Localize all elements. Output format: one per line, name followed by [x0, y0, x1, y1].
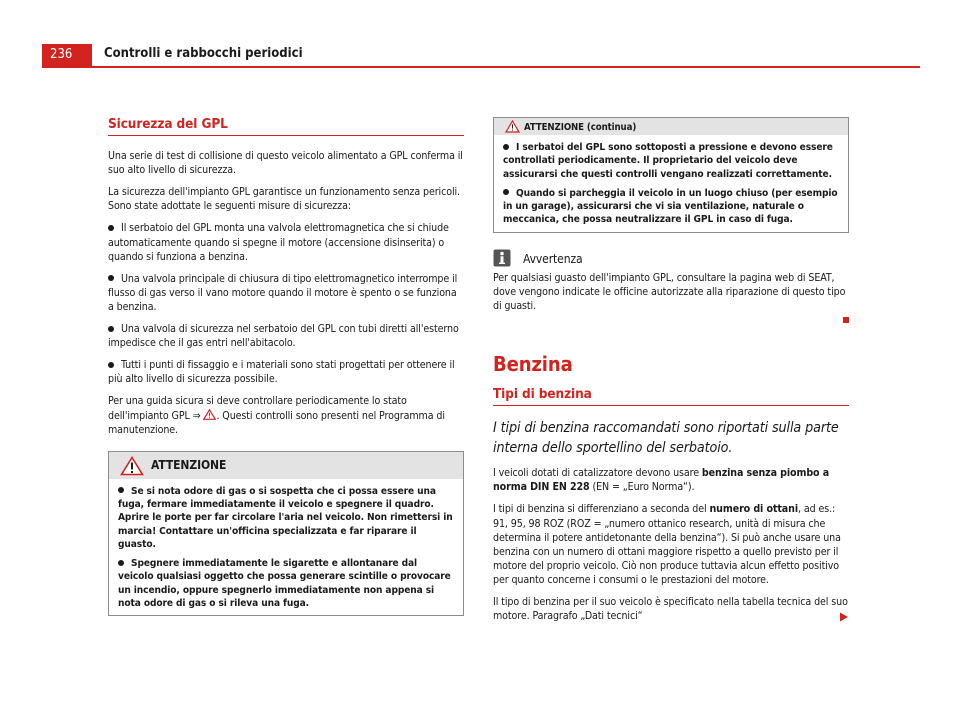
bullet-dot-icon: [108, 362, 114, 368]
end-square-icon: [843, 317, 849, 323]
paragraph: Il tipo di benzina per il suo veicolo è specificato nella tabella tecnica del suo motore. Paragrafo „Dati tecnici“: [493, 596, 848, 623]
bullet-item: Una valvola di sicurezza nel serbatoio del GPL con tubi diretti all'esterno impedisce che il gas entri nell'abitacolo.: [108, 323, 459, 350]
warning-item: Quando si parcheggia il veicolo in un luogo chiuso (per esempio in un garage), assicurarsi che vi sia ventilazione, naturale o meccanica, che possa neutralizzare il GPL in caso di fuga.: [503, 187, 838, 226]
note-text: Per qualsiasi guasto dell'impianto GPL, consultare la pagina web di SEAT, dove vengono indicate le officine autorizzate alla riparazione di questo tipo di guasti.: [493, 271, 846, 312]
bullet-dot-icon: [108, 275, 114, 281]
bullet-item: Tutti i punti di fissaggio e i materiali sono stati progettati per ottenere il più alto livello di sicurezza possibile.: [108, 359, 455, 386]
bullet-dot-icon: [118, 560, 124, 566]
paragraph: I veicoli dotati di catalizzatore devono usare benzina senza piombo a norma DIN EN 228 (EN = „Euro Norma“).: [493, 467, 830, 494]
warning-title: ATTENZIONE: [151, 457, 227, 472]
bullet-item: Il serbatoio del GPL monta una valvola elettromagnetica che si chiude automaticamente quando si spegne il motore (accensione disinserita) o quando si funziona a benzina.: [108, 222, 449, 263]
page-number: 236: [42, 44, 92, 66]
warning-body: [494, 135, 848, 232]
right-column: [493, 117, 849, 631]
lead-paragraph: I tipi di benzina raccomandati sono riportati sulla parte interna dello sportellino del serbatoio.: [493, 420, 839, 456]
warning-item: I serbatoi del GPL sono sottoposti a pressione e devono essere controllati periodicamente. Il proprietario del veicolo deve assicurarsi che questi controlli vengano realizzati correttamente.: [503, 142, 833, 180]
bullet-item: Una valvola principale di chiusura di tipo elettromagnetico interrompe il flusso di gas verso il vano motore quando il motore è spento o se funziona a benzina.: [108, 272, 458, 313]
warning-item: Se si nota odore di gas o si sospetta che ci possa essere una fuga, fermare immediatamente il veicolo e spegnere il quadro. Aprire le porte per far circolare l'aria nel veicolo. Non rimettersi in marcia! Contattare un'officina specializzata e far riparare il guasto.: [118, 485, 453, 550]
left-column: [108, 117, 464, 616]
continue-arrow-icon: [839, 612, 849, 622]
warning-icon[interactable]: [203, 409, 216, 420]
warning-triangle-icon: [120, 456, 144, 476]
end-of-section-marker: [493, 313, 849, 321]
warning-box-continued: [493, 117, 849, 233]
warning-header: [494, 118, 848, 135]
note-title: Avvertenza: [523, 251, 583, 266]
bullet-dot-icon: [503, 144, 509, 150]
paragraph: I tipi di benzina si differenziano a seconda del numero di ottani, ad es.: 91, 95, 98 ROZ (ROZ = „numero ottanico research, unità di misura che determina il potere antidetonante della benzina“). Si può anche usare una benzina con un numero di ottani maggiore rispetto a quello previsto per il motore del proprio veicolo. Ciò non produce tuttavia alcun effetto positivo per quanto concerne i consumi o le prestazioni del motore.: [493, 503, 841, 586]
bullet-dot-icon: [118, 487, 124, 493]
warning-triangle-icon: [505, 120, 520, 133]
heading-rule: [493, 405, 849, 406]
paragraph: La sicurezza dell'impianto GPL garantisce un funzionamento senza pericoli. Sono state adottate le seguenti misure di sicurezza:: [108, 186, 460, 213]
heading-rule: [108, 135, 464, 136]
info-note-icon: [493, 249, 511, 267]
warning-box: [108, 451, 464, 617]
header-rule: [42, 66, 920, 68]
warning-body: [109, 479, 463, 616]
note-header: [493, 249, 849, 269]
warning-item: Spegnere immediatamente le sigarette e allontanare dal veicolo qualsiasi oggetto che possa generare scintille o provocare un incendio, oppure spegnerlo immediatamente non appena si nota odore di gas o si rileva una fuga.: [118, 558, 451, 610]
bullet-dot-icon: [108, 225, 114, 231]
paragraph: Per una guida sicura si deve controllare periodicamente lo stato dell'impianto GPL ⇒ . Questi controlli sono presenti nel Programma di manutenzione.: [108, 395, 445, 436]
section-heading-gpl: Sicurezza del GPL: [108, 116, 228, 132]
warning-title: ATTENZIONE (continua): [524, 122, 637, 133]
paragraph: Una serie di test di collisione di questo veicolo alimentato a GPL conferma il suo alto livello di sicurezza.: [108, 150, 463, 177]
chapter-heading: Benzina: [493, 352, 573, 377]
warning-header: [109, 452, 463, 479]
running-title: Controlli e rabbocchi periodici: [104, 46, 303, 61]
section-heading-petrol: Tipi di benzina: [493, 386, 592, 403]
bullet-dot-icon: [108, 326, 114, 332]
bullet-dot-icon: [503, 189, 509, 195]
